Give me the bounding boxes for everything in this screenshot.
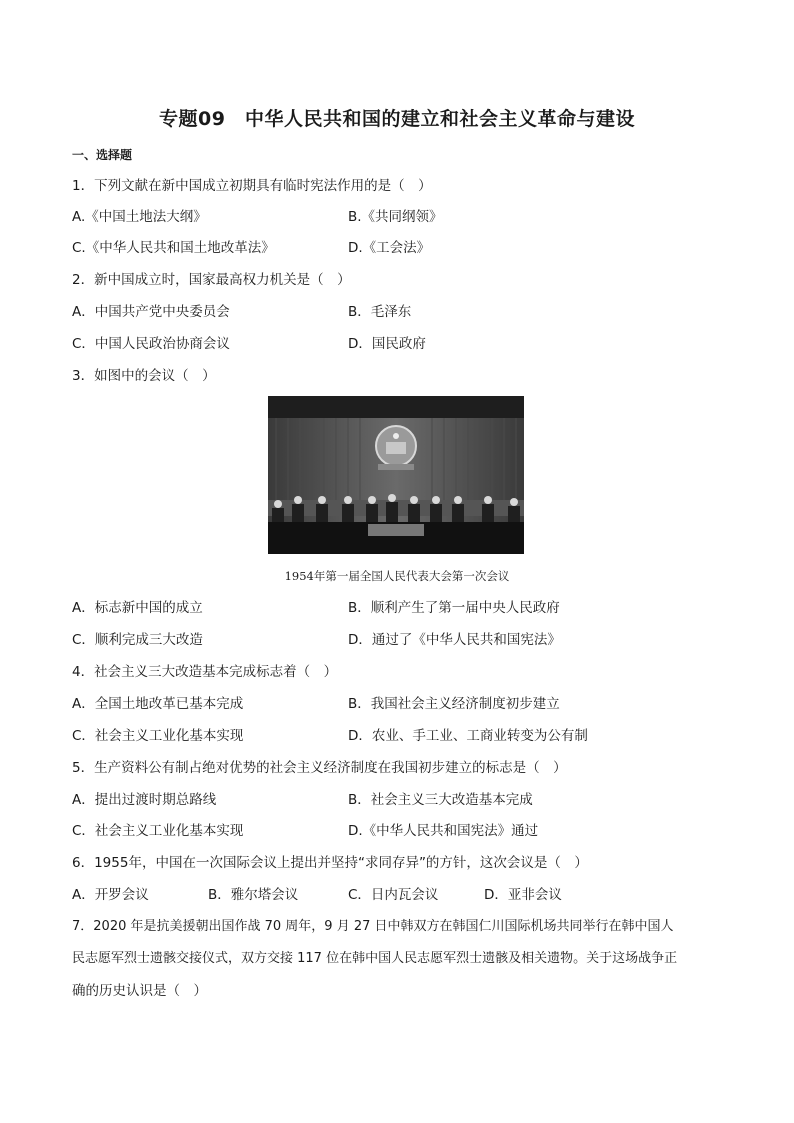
question-7-line-1: 7．2020 年是抗美援朝出国作战 70 周年，9 月 27 日中韩双方在韩国仁川国际机场共同举行在韩中国人 (72, 919, 674, 934)
question-5-option-b: B．社会主义三大改造基本完成 (348, 792, 533, 808)
question-7-line-2: 民志愿军烈士遗骸交接仪式，双方交接 117 位在韩中国人民志愿军烈士遗骸及相关遗物。关于这场战争正 (72, 951, 678, 966)
section-heading: 一、选择题 (72, 148, 133, 162)
question-6-option-d: D．亚非会议 (484, 887, 562, 903)
congress-photo (268, 396, 524, 554)
question-1-stem: 1．下列文献在新中国成立初期具有临时宪法作用的是（ ） (72, 178, 432, 194)
page-title: 专题09 中华人民共和国的建立和社会主义革命与建设 (159, 108, 635, 130)
question-2-option-a: A．中国共产党中央委员会 (72, 304, 230, 320)
question-4-option-d: D．农业、手工业、工商业转变为公有制 (348, 728, 588, 744)
question-3-option-b: B．顺利产生了第一届中央人民政府 (348, 600, 560, 616)
question-6-stem: 6．1955年，中国在一次国际会议上提出并坚持“求同存异”的方针，这次会议是（ ） (72, 855, 588, 871)
question-5-option-a: A．提出过渡时期总路线 (72, 792, 217, 808)
question-4-option-a: A．全国土地改革已基本完成 (72, 696, 244, 712)
question-5-option-d: D.《中华人民共和国宪法》通过 (348, 823, 539, 839)
question-2-option-b: B．毛泽东 (348, 304, 412, 320)
question-2-option-d: D．国民政府 (348, 336, 426, 352)
question-3-option-a: A．标志新中国的成立 (72, 600, 203, 616)
question-1-option-c: C.《中华人民共和国土地改革法》 (72, 240, 275, 256)
question-5-option-c: C．社会主义工业化基本实现 (72, 823, 244, 839)
question-4-option-b: B．我国社会主义经济制度初步建立 (348, 696, 560, 712)
question-7-line-3: 确的历史认识是（ ） (72, 983, 207, 999)
photo-caption: 1954年第一届全国人民代表大会第一次会议 (284, 569, 510, 583)
congress-photo-illustration (268, 396, 524, 554)
question-6-option-c: C．日内瓦会议 (348, 887, 439, 903)
question-5-stem: 5．生产资料公有制占绝对优势的社会主义经济制度在我国初步建立的标志是（ ） (72, 760, 567, 776)
question-1-option-b: B.《共同纲领》 (348, 209, 443, 225)
question-6-option-b: B．雅尔塔会议 (208, 887, 299, 903)
question-3-stem: 3．如图中的会议（ ） (72, 368, 216, 384)
question-1-option-a: A.《中国土地法大纲》 (72, 209, 207, 225)
question-6-option-a: A．开罗会议 (72, 887, 149, 903)
question-2-option-c: C．中国人民政治协商会议 (72, 336, 230, 352)
question-1-option-d: D.《工会法》 (348, 240, 431, 256)
question-2-stem: 2．新中国成立时，国家最高权力机关是（ ） (72, 272, 351, 288)
question-4-option-c: C．社会主义工业化基本实现 (72, 728, 244, 744)
question-4-stem: 4．社会主义三大改造基本完成标志着（ ） (72, 664, 338, 680)
question-3-option-c: C．顺利完成三大改造 (72, 632, 203, 648)
question-3-option-d: D．通过了《中华人民共和国宪法》 (348, 632, 561, 648)
